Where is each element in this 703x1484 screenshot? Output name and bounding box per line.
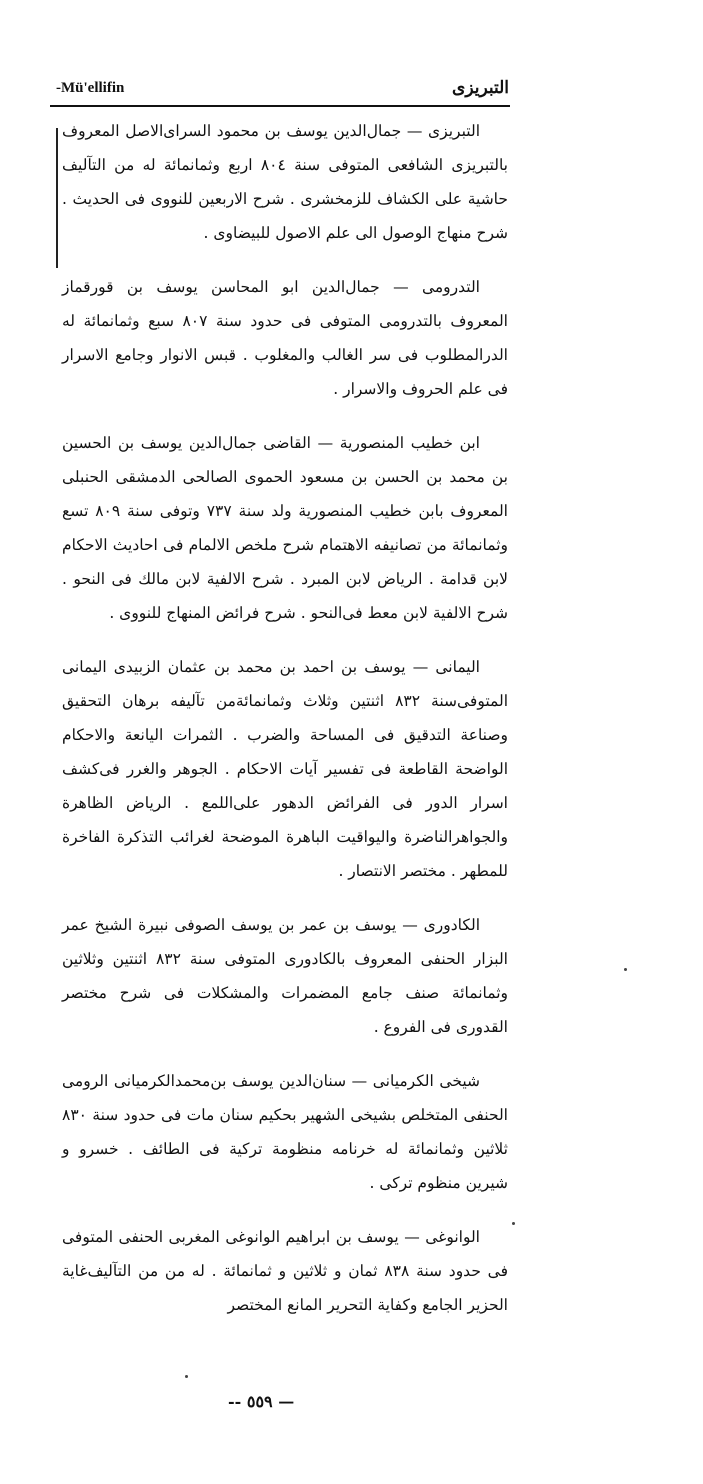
entry-yamani: اليمانى — يوسف بن احمد بن محمد بن عثمان الزبيدى اليمانى المتوفى‌سنة ٨٣٢ اثنتين وثلاث وثمانمائة‌من تآليفه برهان التحقيق وصناعة التدقيق فى المساحة والضرب . الثمرات اليانعة والاحكام الواضحة القاطعة فى تفسير آيات الاحكام . الجوهر والغرر فى‌كشف اسرار الدور فى الفرائض الدهور على‌اللمع . الرياض الظاهرة والجواهر‌الناضرة واليواقيت الباهرة الموضحة لغرائب التذكرة الفاخرة للمطهر . مختصر الانتصار . (62, 658, 509, 880)
scan-speck (512, 1222, 515, 1225)
entry-tadrumi: التدرومى — جمال‌الدين ابو المحاسن يوسف بن قورقماز المعروف بالتدرومى المتوفى فى حدود سنة ٨٠٧ سبع وثمانمائة له الدرالمطلوب فى سر الغالب والمغلوب . قبس الانوار وجامع الاسرار فى علم الحروف والاسرار . (62, 278, 508, 398)
page-number: — ٥٥٩ -- (228, 1392, 295, 1411)
entry-kaduri: الكادورى — يوسف بن عمر بن يوسف الصوفى نبيرة الشيخ عمر البزار الحنفى المعروف بالكادورى المتوفى سنة ٨٣٢ اثنتين وثلاثين وثمانمائة صنف جامع المضمرات والمشكلات فى شرح مختصر القدورى فى الفروع . (62, 916, 508, 1036)
entry-sheykhi-kermiyani: شيخى الكرميانى — سنان‌الدين يوسف بن‌محمد‌الكرميانى الرومى الحنفى المتخلص بشيخى الشهير بحكيم سنان مات فى حدود سنة ٨٣٠ ثلاثين وثمانمائة له خرنامه منظومة تركية فى الطائف . خسرو و شيرين منظوم تركى . (62, 1072, 508, 1192)
scan-speck (185, 1375, 188, 1378)
text-body (62, 114, 508, 1342)
entry-tabrizi: التبريزى — جمال‌الدين يوسف بن محمود السراى‌الاصل المعروف بالتبريزى الشافعى المتوفى سنة ٨٠٤ اربع وثمانمائة له من التآليف حاشية على الكشاف للزمخشرى . شرح الاربعين للنووى فى الحديث . شرح منهاج الوصول الى علم الاصول للبيضاوى . (62, 122, 508, 242)
running-header-right: التبريزى (452, 78, 509, 98)
entry-wanughi: الوانوغى — يوسف بن ابراهيم الوانوغى المغربى الحنفى المتوفى فى حدود سنة ٨٣٨ ثمان و ثلاثين و ثمانمائة . له من من التآليف‌غاية الحزير الجامع وكفاية التحرير المانع المختصر (62, 1228, 508, 1314)
entry-ibn-khatib-mansuriya: ابن خطيب المنصورية — القاضى جمال‌الدين يوسف بن الحسين بن محمد بن الحسن بن مسعود الحموى الصالحى الدمشقى الحنبلى المعروف بابن خطيب المنصورية ولد سنة ٧٣٧ وتوفى سنة ٨٠٩ تسع وثمانمائة من تصانيفه الاهتمام شرح ملخص الالمام فى احاديث الاحكام لابن قدامة . الرياض لابن المبرد . شرح الالفية لابن مالك فى النحو . شرح الالفية لابن معط فى‌النحو . شرح فرائض المنهاج للنووى . (62, 434, 508, 622)
header-rule (50, 105, 510, 107)
running-header-left: -Mü'ellifin (56, 80, 125, 96)
margin-mark (56, 128, 58, 268)
scan-speck (624, 968, 627, 971)
